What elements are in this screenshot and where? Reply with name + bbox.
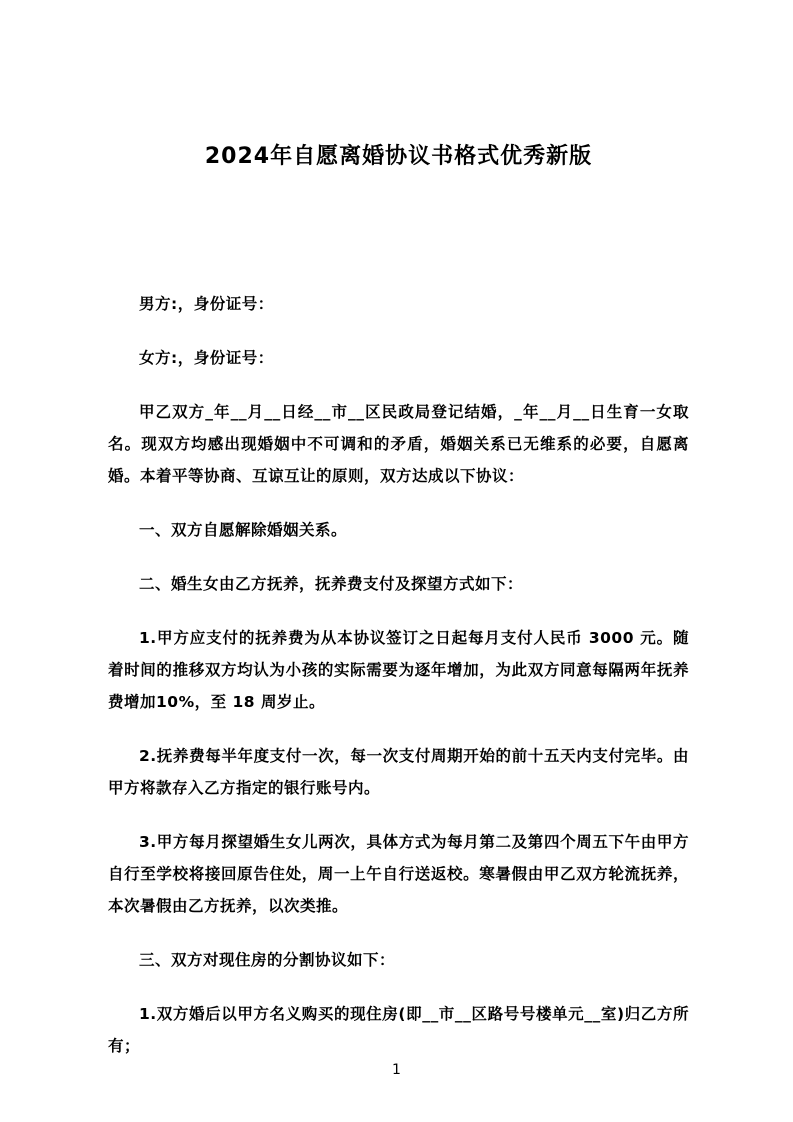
paragraph-party-male: 男方:，身份证号： — [139, 294, 274, 313]
paragraph-clause-3: 三、双方对现住房的分割协议如下： — [139, 950, 396, 969]
paragraph-party-female: 女方:，身份证号： — [139, 348, 274, 367]
document-body — [108, 288, 689, 1062]
paragraph-clause-2-item-2: 2.抚养费每半年度支付一次，每一次支付周期开始的前十五天内支付完毕。由甲方将款存入乙方指定的银行账号内。 — [108, 746, 689, 797]
paragraph-clause-3-item-1: 1.双方婚后以甲方名义购买的现住房(即__市__区路号号楼单元__室)归乙方所有； — [108, 1004, 689, 1055]
document-title: 2024年自愿离婚协议书格式优秀新版 — [204, 144, 593, 169]
page-number: 1 — [392, 1062, 401, 1078]
paragraph-clause-2-item-3: 3.甲方每月探望婚生女儿两次，具体方式为每月第二及第四个周五下午由甲方自行至学校将接回原告住处，周一上午自行送返校。寒暑假由甲乙双方轮流抚养，本次暑假由乙方抚养，以次类推。 — [108, 832, 689, 915]
paragraph-preamble: 甲乙双方_年__月__日经__市__区民政局登记结婚，_年__月__日生育一女取名。现双方均感出现婚姻中不可调和的矛盾，婚姻关系已无维系的必要，自愿离婚。本着平等协商、互谅互让的原则，双方达成以下协议： — [108, 402, 689, 485]
paragraph-clause-2: 二、婚生女由乙方抚养，抚养费支付及探望方式如下： — [139, 574, 524, 593]
paragraph-clause-1: 一、双方自愿解除婚姻关系。 — [139, 520, 348, 539]
paragraph-clause-2-item-1: 1.甲方应支付的抚养费为从本协议签订之日起每月支付人民币 3000 元。随着时间的推移双方均认为小孩的实际需要为逐年增加，为此双方同意每隔两年抚养费增加10%，至 18 周岁止。 — [108, 628, 689, 711]
